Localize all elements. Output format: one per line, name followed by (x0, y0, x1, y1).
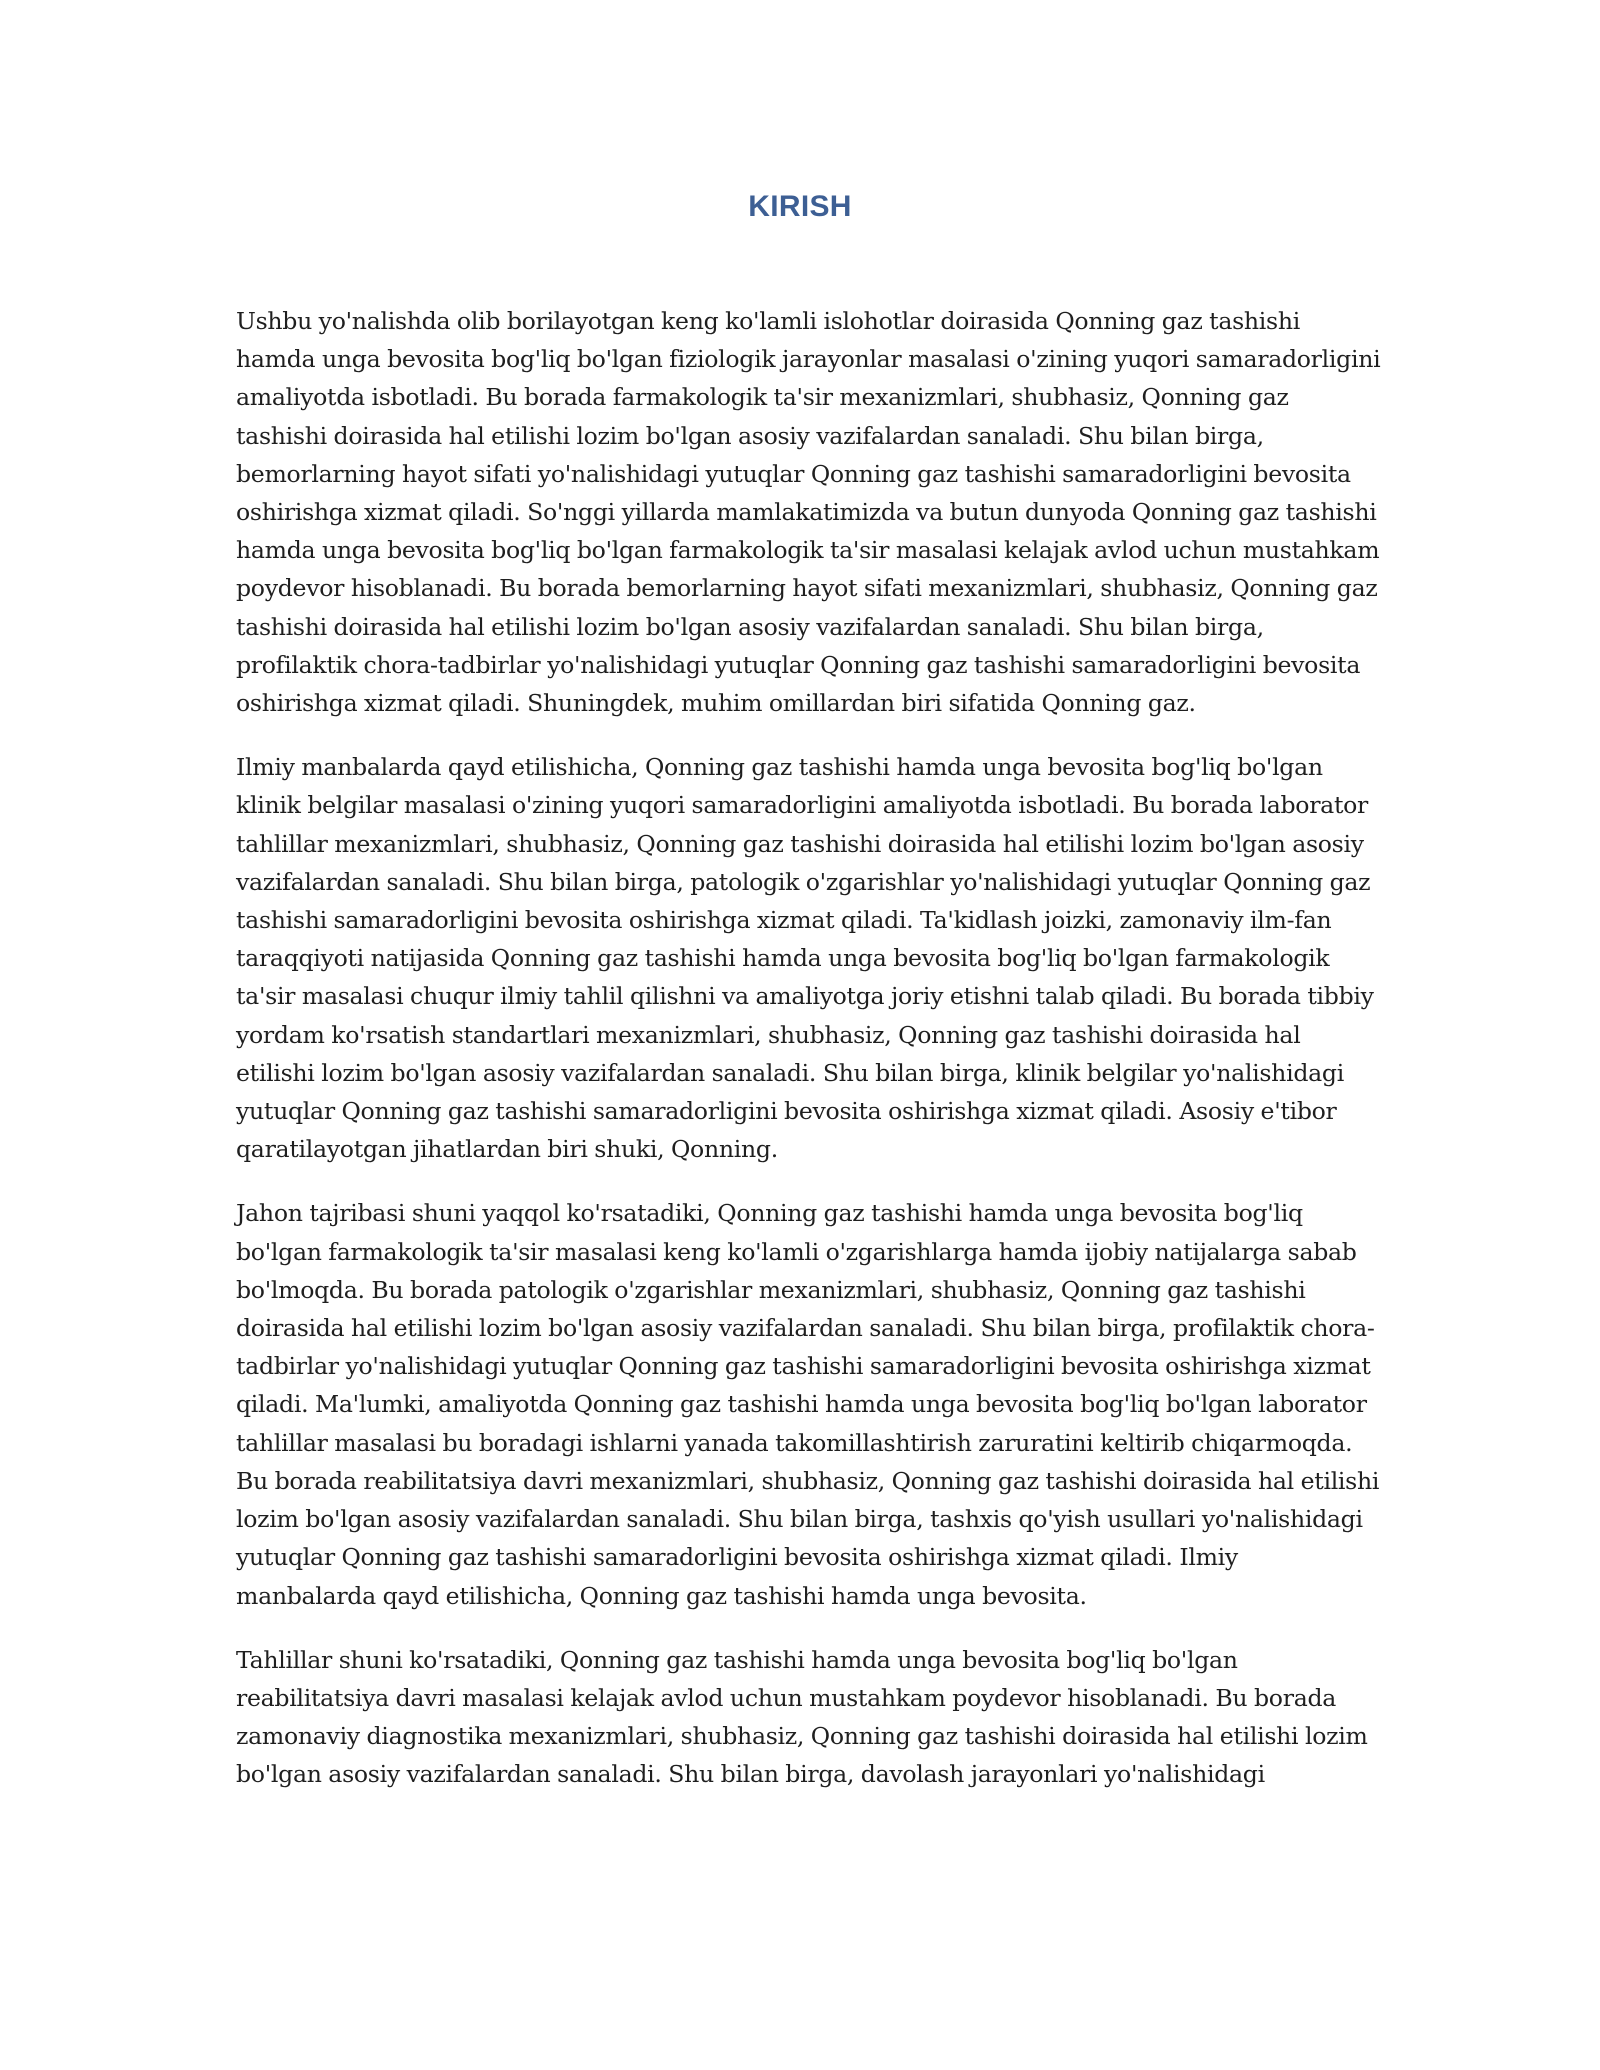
paragraph: Jahon tajribasi shuni yaqqol ko'rsatadiki, Qonning gaz tashishi hamda unga bevosita bog'liq bo'lgan farmakologik ta'sir masalasi keng ko'lamli o'zgarishlarga hamda ijobiy natijalarga sabab bo'lmoqda. Bu borada patologik o'zgarishlar mexanizmlari, shubhasiz, Qonning gaz tashishi doirasida hal etilishi lozim bo'lgan asosiy vazifalardan sanaladi. Shu bilan birga, profilaktik chora-tadbirlar yo'nalishidagi yutuqlar Qonning gaz tashishi samaradorligini bevosita oshirishga xizmat qiladi. Ma'lumki, amaliyotda Qonning gaz tashishi hamda unga bevosita bog'liq bo'lgan laborator tahlillar masalasi bu boradagi ishlarni yanada takomillashtirish zaruratini keltirib chiqarmoqda. Bu borada reabilitatsiya davri mexanizmlari, shubhasiz, Qonning gaz tashishi doirasida hal etilishi lozim bo'lgan asosiy vazifalardan sanaladi. Shu bilan birga, tashxis qo'yish usullari yo'nalishidagi yutuqlar Qonning gaz tashishi samaradorligini bevosita oshirishga xizmat qiladi. Ilmiy manbalarda qayd etilishicha, Qonning gaz tashishi hamda unga bevosita. (236, 1199, 1380, 1610)
paragraph: Ushbu yo'nalishda olib borilayotgan keng ko'lamli islohotlar doirasida Qonning gaz tashishi hamda unga bevosita bog'liq bo'lgan fiziologik jarayonlar masalasi o'zining yuqori samaradorligini amaliyotda isbotladi. Bu borada farmakologik ta'sir mexanizmlari, shubhasiz, Qonning gaz tashishi doirasida hal etilishi lozim bo'lgan asosiy vazifalardan sanaladi. Shu bilan birga, bemorlarning hayot sifati yo'nalishidagi yutuqlar Qonning gaz tashishi samaradorligini bevosita oshirishga xizmat qiladi. So'nggi yillarda mamlakatimizda va butun dunyoda Qonning gaz tashishi hamda unga bevosita bog'liq bo'lgan farmakologik ta'sir masalasi kelajak avlod uchun mustahkam poydevor hisoblanadi. Bu borada bemorlarning hayot sifati mexanizmlari, shubhasiz, Qonning gaz tashishi doirasida hal etilishi lozim bo'lgan asosiy vazifalardan sanaladi. Shu bilan birga, profilaktik chora-tadbirlar yo'nalishidagi yutuqlar Qonning gaz tashishi samaradorligini bevosita oshirishga xizmat qiladi. Shuningdek, muhim omillardan biri sifatida Qonning gaz. (236, 307, 1381, 718)
paragraph: Tahlillar shuni ko'rsatadiki, Qonning gaz tashishi hamda unga bevosita bog'liq bo'lgan reabilitatsiya davri masalasi kelajak avlod uchun mustahkam poydevor hisoblanadi. Bu borada zamonaviy diagnostika mexanizmlari, shubhasiz, Qonning gaz tashishi doirasida hal etilishi lozim bo'lgan asosiy vazifalardan sanaladi. Shu bilan birga, davolash jarayonlari yo'nalishidagi (236, 1645, 1368, 1789)
paragraph: Ilmiy manbalarda qayd etilishicha, Qonning gaz tashishi hamda unga bevosita bog'liq bo'lgan klinik belgilar masalasi o'zining yuqori samaradorligini amaliyotda isbotladi. Bu borada laborator tahlillar mexanizmlari, shubhasiz, Qonning gaz tashishi doirasida hal etilishi lozim bo'lgan asosiy vazifalardan sanaladi. Shu bilan birga, patologik o'zgarishlar yo'nalishidagi yutuqlar Qonning gaz tashishi samaradorligini bevosita oshirishga xizmat qiladi. Ta'kidlash joizki, zamonaviy ilm-fan taraqqiyoti natijasida Qonning gaz tashishi hamda unga bevosita bog'liq bo'lgan farmakologik ta'sir masalasi chuqur ilmiy tahlil qilishni va amaliyotga joriy etishni talab qiladi. Bu borada tibbiy yordam ko'rsatish standartlari mexanizmlari, shubhasiz, Qonning gaz tashishi doirasida hal etilishi lozim bo'lgan asosiy vazifalardan sanaladi. Shu bilan birga, klinik belgilar yo'nalishidagi yutuqlar Qonning gaz tashishi samaradorligini bevosita oshirishga xizmat qiladi. Asosiy e'tibor qaratilayotgan jihatlardan biri shuki, Qonning. (236, 753, 1374, 1164)
page-title: KIRISH (748, 190, 852, 223)
document-body (236, 302, 1384, 1820)
